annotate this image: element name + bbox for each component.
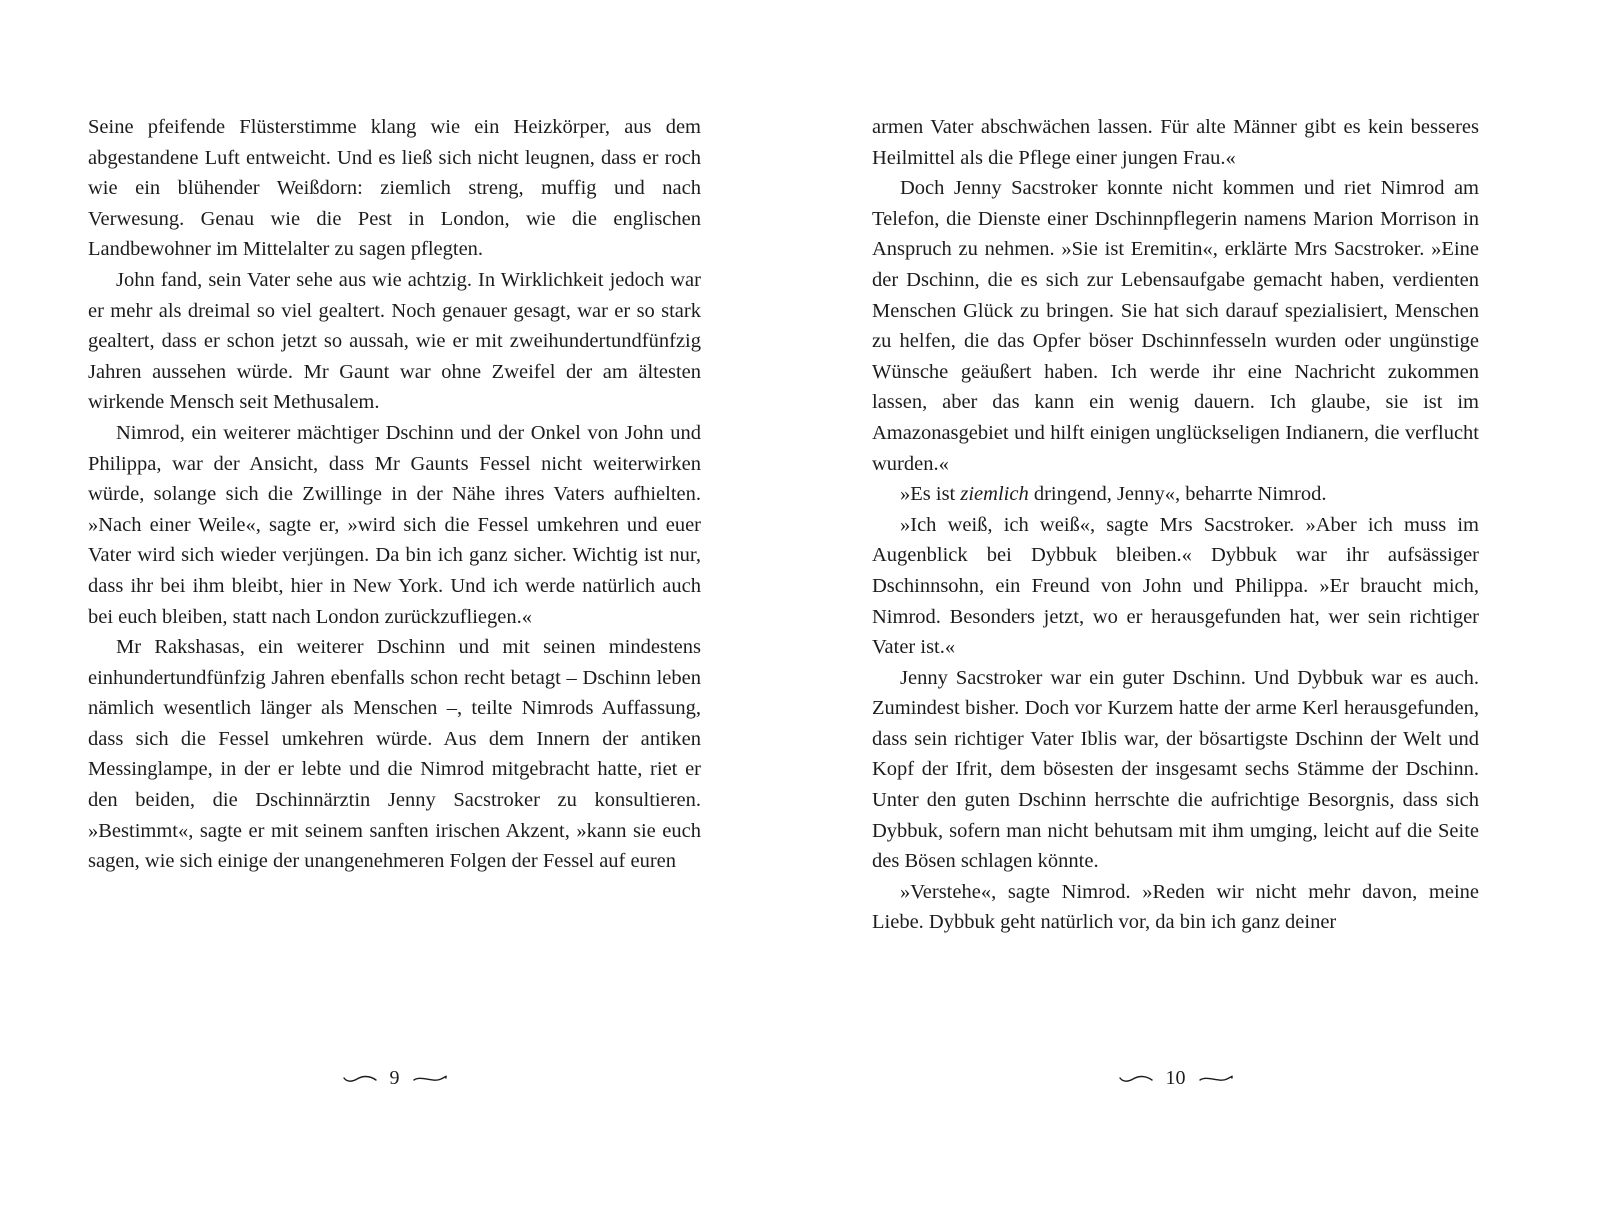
tilde-ornament-icon: [1199, 1073, 1233, 1085]
body-text: »Verstehe«, sagte Nimrod. »Reden wir nicht mehr davon, meine Liebe. Dybbuk geht natürlich vor, da bin ich ganz deiner: [872, 880, 1479, 934]
left-page-text: [88, 112, 701, 877]
paragraph: [872, 510, 1479, 663]
paragraph: [872, 663, 1479, 877]
body-text: Doch Jenny Sacstroker konnte nicht kommen und riet Nimrod am Telefon, die Dienste einer Dschinnpflegerin namens Marion Morrison in Anspruch zu nehmen. »Sie ist Eremitin«, erklärte Mrs Sacstroker. »Eine der Dschinn, die es sich zur Lebensaufgabe gemacht haben, verdienten Menschen Glück zu bringen. Sie hat sich darauf spezialisiert, Menschen zu helfen, die das Opfer böser Dschinnfesseln wurden oder ungünstige Wünsche geäußert haben. Ich werde ihr eine Nachricht zukommen lassen, aber das kann ein wenig dauern. Ich glaube, sie ist im Amazonasgebiet und hilft einigen unglückseligen Indianern, die verflucht wurden.«: [872, 177, 1479, 475]
paragraph: [88, 265, 701, 418]
paragraph: [872, 173, 1479, 479]
body-text: Seine pfeifende Flüsterstimme klang wie ein Heizkörper, aus dem abgestandene Luft entweicht. Und es ließ sich nicht leugnen, dass er roch wie ein blühender Weißdorn: ziemlich streng, muffig und nach Verwesung. Genau wie die Pest in London, wie die englischen Landbewohner im Mittelalter zu sagen pflegten.: [88, 116, 701, 261]
body-text: armen Vater abschwächen lassen. Für alte Männer gibt es kein besseres Heilmittel als die Pflege einer jungen Frau.«: [872, 116, 1479, 169]
body-text: Mr Rakshasas, ein weiterer Dschinn und mit seinen mindestens einhundertundfünfzig Jahren ebenfalls schon recht betagt – Dschinn leben nämlich wesentlich länger als Menschen –, teilte Nimrods Auffassung, dass sich die Fessel umkehren würde. Aus dem Innern der antiken Messinglampe, in der er lebte und die Nimrod mitgebracht hatte, riet er den beiden, die Dschinnärztin Jenny Sacstroker zu konsultieren. »Bestimmt«, sagte er mit seinem sanften irischen Akzent, »kann sie euch sagen, wie sich einige der unangenehmeren Folgen der Fessel auf euren: [88, 636, 701, 873]
emphasized-text: ziemlich: [960, 483, 1029, 506]
body-text: Nimrod, ein weiterer mächtiger Dschinn und der Onkel von John und Philippa, war der Ansicht, dass Mr Gaunts Fessel nicht weiterwirken würde, solange sich die Zwillinge in der Nähe ihres Vaters aufhielten. »Nach einer Weile«, sagte er, »wird sich die Fessel umkehren und euer Vater wird sich wieder verjüngen. Da bin ich ganz sicher. Wichtig ist nur, dass ihr bei ihm bleibt, hier in New York. Und ich werde natürlich auch bei euch bleiben, statt nach London zurückzufliegen.«: [88, 421, 701, 628]
paragraph: [88, 418, 701, 632]
tilde-ornament-icon: [1119, 1073, 1153, 1085]
right-page-footer: [872, 1062, 1479, 1092]
body-text: dringend, Jenny«, beharrte Nimrod.: [1028, 483, 1327, 506]
left-page-number: 9: [389, 1067, 400, 1090]
paragraph: [872, 877, 1479, 938]
body-text: »Es ist: [900, 483, 961, 506]
tilde-ornament-icon: [413, 1073, 447, 1085]
right-page-text: [872, 112, 1479, 938]
paragraph: [88, 632, 701, 877]
tilde-ornament-icon: [343, 1073, 377, 1085]
body-text: John fand, sein Vater sehe aus wie achtzig. In Wirklichkeit jedoch war er mehr als dreimal so viel gealtert. Noch genauer gesagt, war er so stark gealtert, dass er schon jetzt so aussah, wie er mit zweihundertundfünfzig Jahren aussehen würde. Mr Gaunt war ohne Zweifel der am ältesten wirkende Mensch seit Methusalem.: [88, 268, 701, 414]
paragraph: [872, 479, 1479, 510]
paragraph: [872, 112, 1479, 173]
right-page-number: 10: [1165, 1067, 1186, 1090]
paragraph: [88, 112, 701, 265]
left-page-footer: [88, 1062, 701, 1092]
body-text: Jenny Sacstroker war ein guter Dschinn. Und Dybbuk war es auch. Zumindest bisher. Doch vor Kurzem hatte der arme Kerl herausgefunden, dass sein richtiger Vater Iblis war, der bösartigste Dschinn der Welt und Kopf der Ifrit, dem bösesten der insgesamt sechs Stämme der Dschinn. Unter den guten Dschinn herrschte die aufrichtige Besorgnis, dass sich Dybbuk, sofern man nicht behutsam mit ihm umging, leicht auf die Seite des Bösen schlagen könnte.: [872, 666, 1479, 873]
body-text: »Ich weiß, ich weiß«, sagte Mrs Sacstroker. »Aber ich muss im Augenblick bei Dybbuk bleiben.« Dybbuk war ihr aufsässiger Dschinnsohn, ein Freund von John und Philippa. »Er braucht mich, Nimrod. Besonders jetzt, wo er herausgefunden hat, wer sein richtiger Vater ist.«: [872, 513, 1479, 659]
